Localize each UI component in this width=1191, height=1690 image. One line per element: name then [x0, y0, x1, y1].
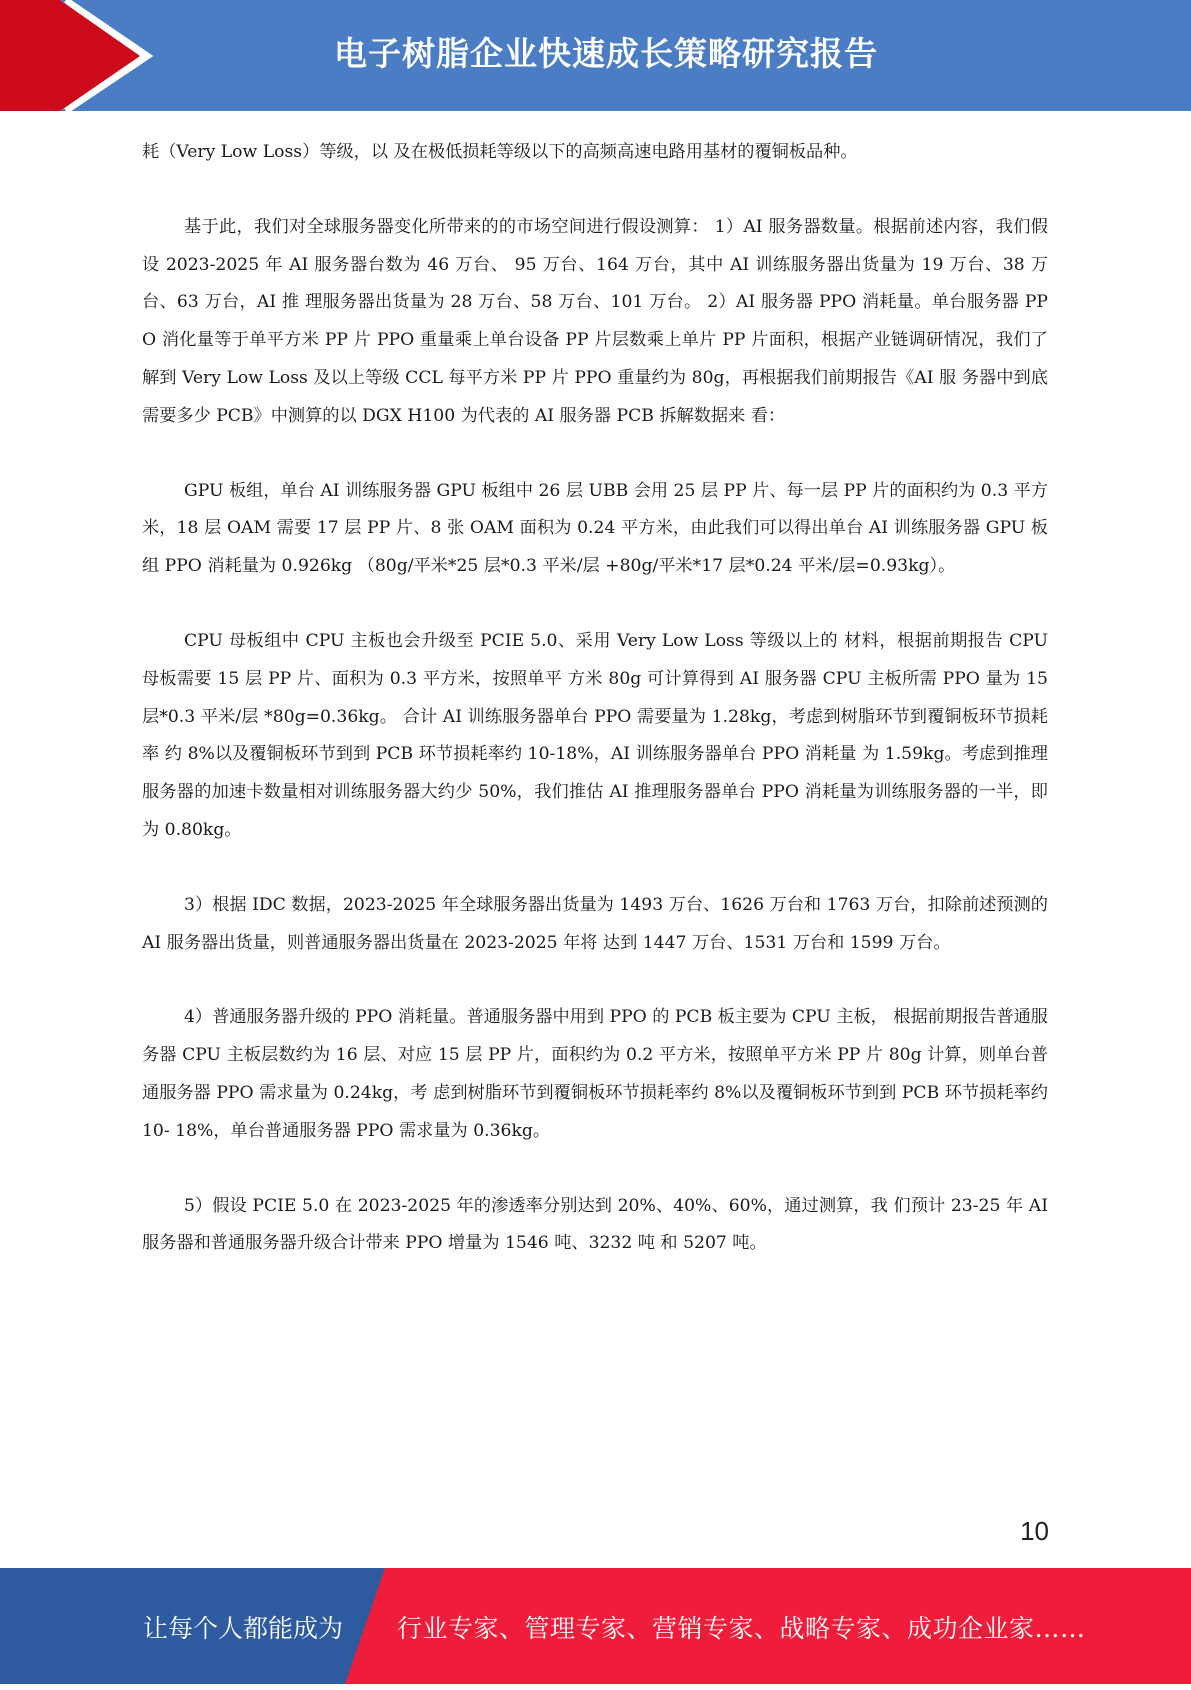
report-title: 电子树脂企业快速成长策略研究报告	[334, 34, 878, 73]
page-number: 10	[1020, 1516, 1049, 1546]
body-paragraph: 基于此，我们对全球服务器变化所带来的的市场空间进行假设测算： 1）AI 服务器数量。根据前述内容，我们假设 2023-2025 年 AI 服务器台数为 46 万台、 95 万台、164 万台，其中 AI 训练服务器出货量为 19 万台、38 万台、63 万台，AI 推 理服务器出货量为 28 万台、58 万台、101 万台。 2）AI 服务器 PPO 消耗量。单台服务器 PPO 消化量等于单平方米 PP 片 PPO 重量乘上单台设备 PP 片层数乘上单片 PP 片面积，根据产业链调研情况，我们了解到 Very Low Loss 及以上等级 CCL 每平方米 PP 片 PPO 重量约为 80g，再根据我们前期报告《AI 服 务器中到底需要多少 PCB》中测算的以 DGX H100 为代表的 AI 服务器 PCB 拆解数据来 看：	[142, 216, 1048, 426]
body-paragraph: 3）根据 IDC 数据，2023-2025 年全球服务器出货量为 1493 万台、1626 万台和 1763 万台，扣除前述预测的 AI 服务器出货量，则普通服务器出货量在 2023-2025 年将 达到 1447 万台、1531 万台和 1599 万台。	[142, 894, 1048, 953]
body-paragraph: 4）普通服务器升级的 PPO 消耗量。普通服务器中用到 PPO 的 PCB 板主要为 CPU 主板， 根据前期报告普通服务器 CPU 主板层数约为 16 层、对应 15 层 PP 片，面积约为 0.2 平方米，按照单平方米 PP 片 80g 计算，则单台普通服务器 PPO 需求量为 0.24kg，考 虑到树脂环节到覆铜板环节损耗率约 8%以及覆铜板环节到到 PCB 环节损耗率约 10- 18%，单台普通服务器 PPO 需求量为 0.36kg。	[142, 1007, 1048, 1141]
body-paragraph: 耗（Very Low Loss）等级，以 及在极低损耗等级以下的高频高速电路用基材的覆铜板品种。	[142, 142, 858, 162]
body-paragraph: CPU 母板组中 CPU 主板也会升级至 PCIE 5.0、采用 Very Low Loss 等级以上的 材料，根据前期报告 CPU 母板需要 15 层 PP 片、面积为 0.3 平方米，按照单平 方米 80g 可计算得到 AI 服务器 CPU 主板所需 PPO 量为 15 层*0.3 平米/层 *80g=0.36kg。 合计 AI 训练服务器单台 PPO 需要量为 1.28kg，考虑到树脂环节到覆铜板环节损耗率 约 8%以及覆铜板环节到到 PCB 环节损耗率约 10-18%，AI 训练服务器单台 PPO 消耗量 为 1.59kg。考虑到推理服务器的加速卡数量相对训练服务器大约少 50%，我们推估 AI 推理服务器单台 PPO 消耗量为训练服务器的一半，即为 0.80kg。	[142, 630, 1048, 840]
body-paragraph: 5）假设 PCIE 5.0 在 2023-2025 年的渗透率分别达到 20%、40%、60%，通过测算，我 们预计 23-25 年 AI 服务器和普通服务器升级合计带来 PPO 增量为 1546 吨、3232 吨 和 5207 吨。	[142, 1195, 1048, 1254]
footer-slogan-right: 行业专家、管理专家、营销专家、战略专家、成功企业家……	[397, 1614, 1086, 1643]
page-footer	[0, 1568, 1191, 1684]
body-paragraph: GPU 板组，单台 AI 训练服务器 GPU 板组中 26 层 UBB 会用 25 层 PP 片、每一层 PP 片的面积约为 0.3 平方米，18 层 OAM 需要 17 层 PP 片、8 张 OAM 面积为 0.24 平方米，由此我们可以得出单台 AI 训练服务器 GPU 板组 PPO 消耗量为 0.926kg （80g/平米*25 层*0.3 平米/层 +80g/平米*17 层*0.24 平米/层=0.93kg）。	[142, 480, 1048, 577]
page-header	[0, 0, 1191, 111]
footer-slogan-left: 让每个人都能成为	[143, 1614, 344, 1643]
report-body	[142, 134, 1048, 1300]
